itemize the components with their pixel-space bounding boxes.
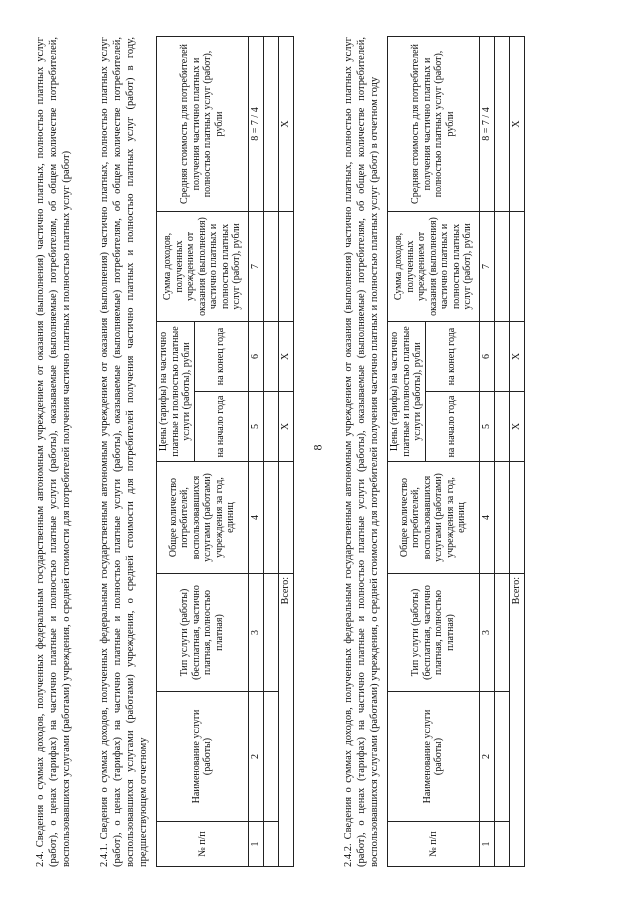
table-2-4-1 <box>156 36 294 867</box>
header-service-type: Тип услуги (работы) (бесплатная, частично платная, полностью платная) <box>388 574 480 692</box>
section-2-4-1-text: Сведения о суммах доходов, полученных федеральным государственным автономным учреждением от оказания (выполнения) частично платных, полностью платных услуг (работ), о ценах (тарифах) на частично платные и полностью платные услуги (работы), оказываемые (выполняемые) потребителям, об общем количестве потребителей, воспользовавшихся услугами (работами) учреждения, о средней стоимости для потребителей получения частично платных и полностью платных услуг (работ) в году, предшествующем отчетному <box>99 37 149 867</box>
table-cell <box>263 36 278 211</box>
section-2-4-2-paragraph <box>342 37 381 867</box>
header-price-end: на конец года <box>194 321 248 391</box>
table-cell <box>494 211 509 321</box>
total-consumer-count <box>509 462 524 574</box>
header-average-cost: Средняя стоимость для потребителей получения частично платных и полностью платных услуг (работ), рубли <box>388 36 480 211</box>
total-consumer-count <box>278 462 293 574</box>
total-price-start-x: X <box>278 392 293 462</box>
column-number: 6 <box>248 321 263 391</box>
header-price-start: на начало года <box>425 392 479 462</box>
header-consumer-count: Общее количество потребителей, воспользовавшихся услугами (работами) учреждения за год, единиц <box>388 462 480 574</box>
header-number: № п/п <box>157 822 249 867</box>
table-cell <box>263 462 278 574</box>
column-number: 3 <box>479 574 494 692</box>
header-prices: Цены (тарифы) на частично платные и полностью платные услуги (работы), рубли <box>157 321 195 461</box>
header-consumer-count: Общее количество потребителей, воспользовавшихся услугами (работами) учреждения за год, единиц <box>157 462 249 574</box>
table-row <box>263 36 278 866</box>
table-cell <box>263 822 278 867</box>
section-2-4-number: 2.4. <box>35 851 46 867</box>
table-2-4-2 <box>387 36 525 867</box>
table-cell <box>494 321 509 391</box>
column-number: 2 <box>479 692 494 822</box>
total-income-sum <box>278 211 293 321</box>
table-cell <box>494 574 509 692</box>
column-number: 1 <box>248 822 263 867</box>
column-number: 7 <box>248 211 263 321</box>
table-cell <box>263 392 278 462</box>
column-number: 2 <box>248 692 263 822</box>
header-service-name: Наименование услуги (работы) <box>388 692 480 822</box>
section-2-4-2 <box>342 37 525 867</box>
section-2-4 <box>34 37 73 867</box>
header-average-cost: Средняя стоимость для потребителей получения частично платных и полностью платных услуг (работ), рубли <box>157 36 249 211</box>
column-number: 5 <box>248 392 263 462</box>
table-cell <box>494 36 509 211</box>
total-price-start-x: X <box>509 392 524 462</box>
column-number: 4 <box>479 462 494 574</box>
page-number: 8 <box>310 444 325 451</box>
header-number: № п/п <box>388 822 480 867</box>
section-2-4-1-number: 2.4.1. <box>99 843 110 867</box>
total-row <box>278 36 293 866</box>
total-price-end-x: X <box>278 321 293 391</box>
column-number: 6 <box>479 321 494 391</box>
total-label: Всего: <box>278 574 293 867</box>
total-average-cost-x: X <box>278 36 293 211</box>
header-income-sum: Сумма доходов, полученных учреждением от оказания (выполнения) частично платных и полностью платных услуг (работ), рубли <box>157 211 249 321</box>
table-cell <box>263 211 278 321</box>
table-row <box>494 36 509 866</box>
total-price-end-x: X <box>509 321 524 391</box>
section-2-4-2-number: 2.4.2. <box>343 843 354 867</box>
section-2-4-paragraph <box>34 37 73 867</box>
header-prices: Цены (тарифы) на частично платные и полностью платные услуги (работы), рубли <box>388 321 426 461</box>
header-service-name: Наименование услуги (работы) <box>157 692 249 822</box>
column-number: 8 = 7 / 4 <box>479 36 494 211</box>
table-cell <box>494 392 509 462</box>
total-income-sum <box>509 211 524 321</box>
table-cell <box>263 692 278 822</box>
table-cell <box>263 574 278 692</box>
total-average-cost-x: X <box>509 36 524 211</box>
header-price-start: на начало года <box>194 392 248 462</box>
header-service-type: Тип услуги (работы) (бесплатная, частично платная, полностью платная) <box>157 574 249 692</box>
column-number: 1 <box>479 822 494 867</box>
header-price-end: на конец года <box>425 321 479 391</box>
total-label: Всего: <box>509 574 524 867</box>
total-row <box>509 36 524 866</box>
column-number-row <box>248 36 263 866</box>
column-number: 5 <box>479 392 494 462</box>
section-2-4-1-paragraph <box>98 37 150 867</box>
table-cell <box>263 321 278 391</box>
column-number: 3 <box>248 574 263 692</box>
column-number-row <box>479 36 494 866</box>
column-number: 8 = 7 / 4 <box>248 36 263 211</box>
rotated-page-content <box>20 37 620 867</box>
column-number: 4 <box>248 462 263 574</box>
table-cell <box>494 822 509 867</box>
header-income-sum: Сумма доходов, полученных учреждением от оказания (выполнения) частично платных и полностью платных услуг (работ), рубли <box>388 211 480 321</box>
section-2-4-1 <box>98 37 294 867</box>
section-2-4-text: Сведения о суммах доходов, полученных федеральным государственным автономным учреждением от оказания (выполнения) частично платных, полностью платных услуг (работ), о ценах (тарифах) на частично платные и полностью платные услуги (работы), оказываемые (выполняемые) потребителям, об общем количестве потребителей, воспользовавшихся услугами (работами) учреждения, о средней стоимости для потребителей получения частично платных и полностью платных услуг (работ) <box>35 37 72 867</box>
table-cell <box>494 692 509 822</box>
column-number: 7 <box>479 211 494 321</box>
table-cell <box>494 462 509 574</box>
section-2-4-2-text: Сведения о суммах доходов, полученных федеральным государственным автономным учреждением от оказания (выполнения) частично платных, полностью платных услуг (работ), о ценах (тарифах) на частично платные и полностью платные услуги (работы), оказываемые (выполняемые) потребителям, об общем количестве потребителей, воспользовавшихся услугами (работами) учреждения, о средней стоимости для потребителей получения частично платных и полностью платных услуг (работ) в отчетном году <box>343 37 380 867</box>
